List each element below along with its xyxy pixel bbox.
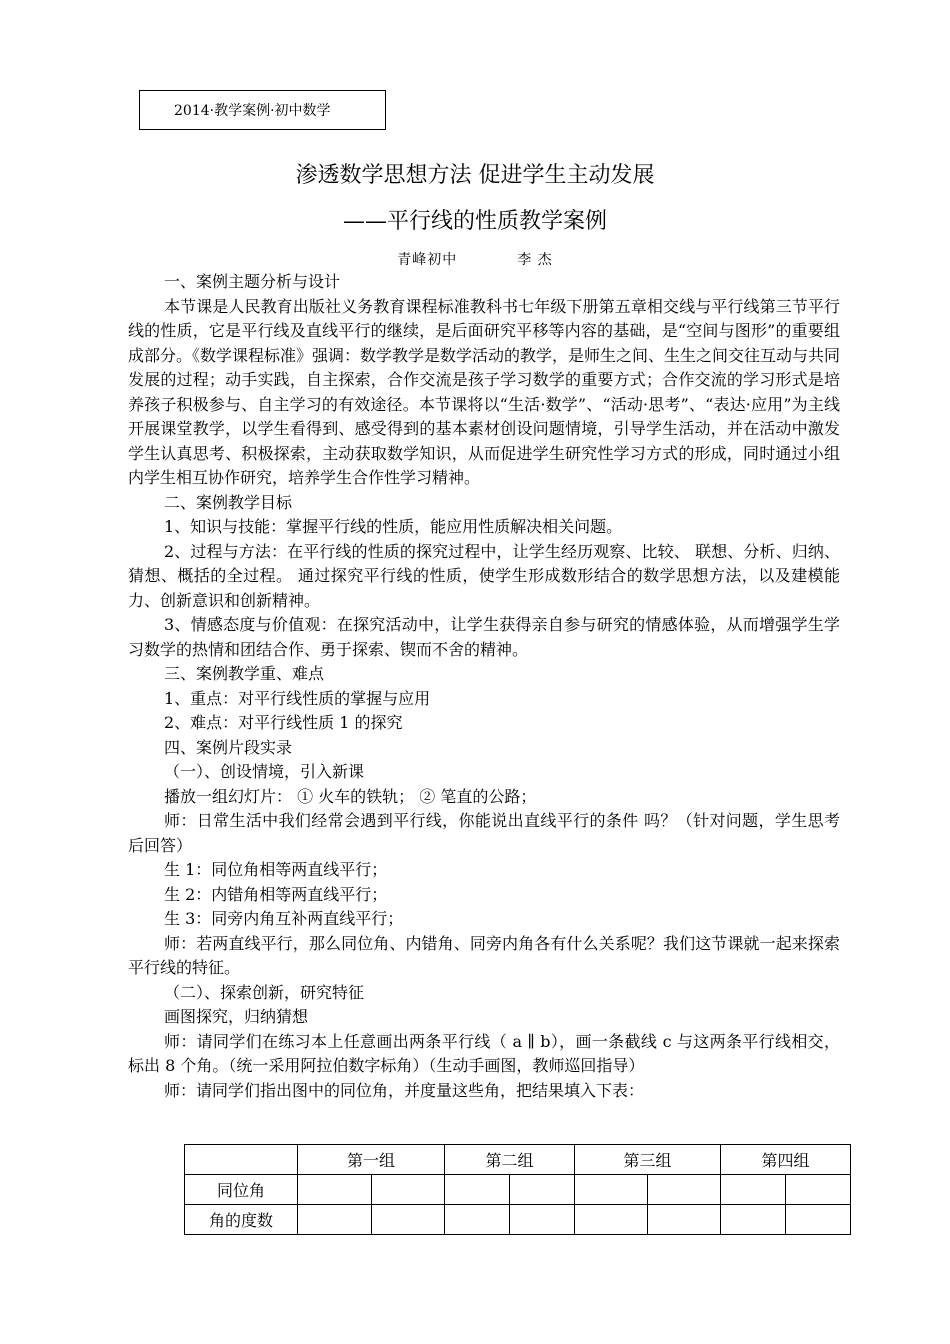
subsection-heading: （二）、探索创新，研究特征 [164,982,365,1002]
table-row [185,1205,851,1235]
section-heading: 三、案例教学重、难点 [164,664,325,683]
author-name: 李 杰 [517,252,553,268]
table-cell [575,1175,648,1205]
paragraph: 师：请同学们指出图中的同位角，并度量这些角，把结果填入下表： [164,1080,645,1100]
table-cell [575,1205,648,1235]
header-tag: 2014·教学案例·初中数学 [174,103,331,119]
table-cell [721,1175,786,1205]
paragraph: 2、过程与方法：在平行线的性质的探究过程中，让学生经历观察、比较、 联想、分析、归纳、猜想、概括的全过程。 通过探究平行线的性质，使学生形成数形结合的数学思想方法，以及建模能力、创新意识和创新精神。 [128,541,840,610]
table-header-cell: 第三组 [575,1145,721,1175]
table-cell [445,1205,510,1235]
subsection-heading: （一）、创设情境，引入新课 [164,762,365,781]
paragraph: 师：请同学们在练习本上任意画出两条平行线（ a ∥ b），画一条截线 c 与这两条平行线相交，标出 8 个角。（统一采用阿拉伯数字标角）（生动手画图，教师巡回指导） [128,1031,840,1075]
table-row-label: 同位角 [185,1175,298,1205]
table-cell [445,1175,510,1205]
table-header-cell: 第四组 [721,1145,851,1175]
author-school: 青峰初中 [397,252,458,268]
table-cell [786,1205,851,1235]
table-cell [298,1205,372,1235]
table-row [185,1175,851,1205]
paragraph: 师：日常生活中我们经常会遇到平行线，你能说出直线平行的条件 吗？（针对问题，学生思考后回答） [128,811,840,855]
angle-measurement-table [184,1144,851,1235]
table-corner-cell [185,1145,298,1175]
paragraph: 播放一组幻灯片： ① 火车的铁轨； ② 笔直的公路； [164,786,537,806]
paragraph: 1、重点：对平行线性质的掌握与应用 [164,688,431,708]
paragraph: 本节课是人民教育出版社义务教育课程标准教科书七年级下册第五章相交线与平行线第三节平行线的性质，它是平行线及直线平行的继续，是后面研究平移等内容的基础，是“空间与图形”的重要组成部分。《数学课程标准》强调：数学教学是数学活动的教学，是师生之间、生生之间交往互动与共同发展的过程；动手实践，自主探索，合作交流是孩子学习数学的重要方式；合作交流的学习形式是培养孩子积极参与、自主学习的有效途径。本节课将以“生活·数学”、“活动·思考”、“表达·应用”为主线开展课堂教学，以学生看得到、感受得到的基本素材创设问题情境，引导学生活动，并在活动中激发学生认真思考、积极探索，主动获取数学知识，从而促进学生研究性学习方式的形成，同时通过小组内学生相互协作研究，培养学生合作性学习精神。 [128,296,841,487]
author-line [0,249,950,269]
table-header-cell: 第二组 [445,1145,575,1175]
table-cell [371,1175,445,1205]
table-cell [371,1205,445,1235]
section-heading: 四、案例片段实录 [164,737,293,757]
paragraph: 生 2：内错角相等两直线平行； [164,884,388,904]
table-cell [721,1205,786,1235]
document-body [128,270,840,1103]
paragraph: 3、情感态度与价值观：在探究活动中，让学生获得亲自参与研究的情感体验，从而增强学生学习数学的热情和团结合作、勇于探索、锲而不舍的精神。 [128,615,840,659]
table-header-cell: 第一组 [298,1145,445,1175]
document-subtitle: ——平行线的性质教学案例 [342,209,607,234]
paragraph: 生 1：同位角相等两直线平行； [164,860,388,879]
paragraph: 画图探究，归纳猜想 [164,1007,309,1026]
section-heading: 一、案例主题分析与设计 [164,272,341,291]
paragraph: 生 3：同旁内角互补两直线平行； [164,909,404,928]
header-tag-box [139,90,386,130]
table-cell [510,1205,575,1235]
paragraph: 1、知识与技能：掌握平行线的性质，能应用性质解决相关问题。 [164,517,623,536]
document-title: 渗透数学思想方法 促进学生主动发展 [295,163,655,188]
table-row-label: 角的度数 [185,1205,298,1235]
table-cell [510,1175,575,1205]
table-header-row [185,1145,851,1175]
table-cell [786,1175,851,1205]
paragraph: 2、难点：对平行线性质 1 的探究 [164,713,403,732]
table-cell [648,1205,721,1235]
table-cell [648,1175,721,1205]
section-heading: 二、案例教学目标 [164,492,293,512]
paragraph: 师：若两直线平行，那么同位角、内错角、同旁内角各有什么关系呢？我们这节课就一起来探索平行线的特征。 [128,933,840,977]
table-cell [298,1175,372,1205]
